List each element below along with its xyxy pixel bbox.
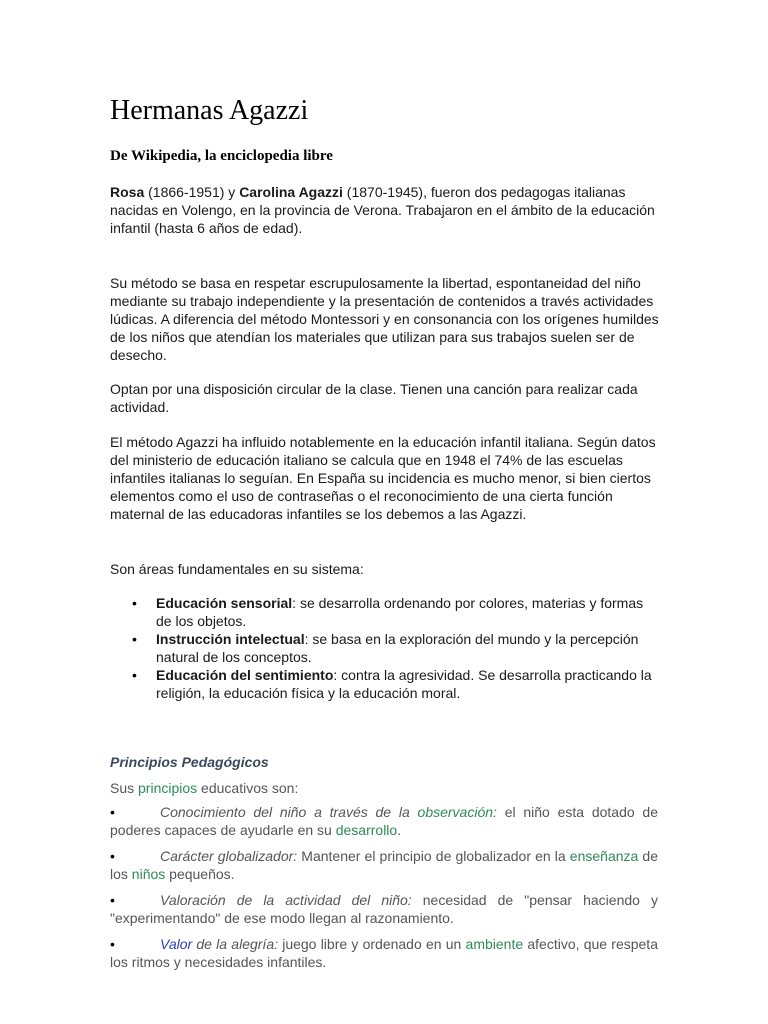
bullet: • (110, 804, 115, 820)
section-heading: Principios Pedagógicos (110, 754, 269, 770)
principles-list (110, 803, 658, 979)
area-term: Educación del sentimiento (156, 667, 334, 683)
principle-desc: afectivo, que respeta los ritmos y necesidades infantiles. (110, 936, 658, 970)
classroom-paragraph: Optan por una disposición circular de la clase. Tienen una canción para realizar cada actividad. (110, 381, 638, 415)
bullet: • (110, 936, 115, 952)
valor-link[interactable]: Valor (160, 936, 193, 952)
ensenanza-link[interactable]: enseñanza (569, 848, 639, 864)
principle-term: de la alegría: (192, 936, 278, 952)
areas-intro: Son áreas fundamentales en su sistema: (110, 561, 364, 577)
principle-desc: juego libre y ordenado en un (278, 936, 466, 952)
influence-paragraph: El método Agazzi ha influido notablemente en la educación infantil italiana. Según datos del ministerio de educación italiano se calcula que en 1948 el 74% de las escuelas infantiles italianas lo seguían. En España su incidencia es mucho menor, si bien ciertos elementos como el uso de contraseñas o el reconocimiento de una cierta función maternal de las educadoras infantiles se los debemos a las Agazzi. (110, 434, 656, 522)
intro-rest: (1870-1945), fueron dos pedagogas italianas nacidas en Volengo, en la provincia de Verona. Trabajaron en el ámbito de la educación infantil (hasta 6 años de edad). (110, 184, 655, 236)
principios-link[interactable]: principios (138, 780, 198, 796)
area-term: Educación sensorial (156, 595, 293, 611)
bullet: • (110, 892, 115, 908)
list-item (110, 630, 658, 666)
ninos-link[interactable]: niños (131, 866, 166, 882)
principle-term: Carácter globalizador: (160, 848, 298, 864)
areas-list (110, 594, 658, 702)
years-rosa: (1866-1951) y (144, 184, 240, 200)
principle-term: : (493, 804, 497, 820)
page-subtitle: De Wikipedia, la enciclopedia libre (110, 148, 333, 164)
principle-desc: Mantener el principio de globalizador en la (297, 848, 570, 864)
intro-text: educativos son: (197, 780, 299, 796)
list-item (110, 594, 658, 630)
ambiente-link[interactable]: ambiente (465, 936, 524, 952)
principle-term: Valoración de la actividad del niño: (160, 892, 412, 908)
observacion-link[interactable]: observación (417, 804, 494, 820)
principle-desc: . (397, 822, 402, 838)
area-term: Instrucción intelectual (156, 631, 305, 647)
method-paragraph: Su método se basa en respetar escrupulosamente la libertad, espontaneidad del niño mediante su trabajo independiente y la presentación de contenidos a través actividades lúdicas. A diferencia del método Montessori y en consonancia con los orígenes humildes de los niños que atendían los materiales que utilizan para sus trabajos suelen ser de desecho. (110, 275, 659, 363)
area-desc: : contra la agresividad. Se desarrolla practicando la religión, la educación física y la educación moral. (156, 667, 652, 701)
list-item (110, 803, 658, 839)
principle-desc: de los (110, 848, 658, 882)
principle-term: Conocimiento del niño a través de la (160, 804, 418, 820)
page-title: Hermanas Agazzi (110, 95, 309, 126)
list-item (110, 891, 658, 927)
list-item (110, 935, 658, 971)
intro-text: Sus (110, 780, 139, 796)
area-desc: : se basa en la exploración del mundo y la percepción natural de los conceptos. (156, 631, 639, 665)
list-item (110, 847, 658, 883)
name-rosa: Rosa (110, 184, 145, 200)
desarrollo-link[interactable]: desarrollo (335, 822, 398, 838)
principle-desc: pequeños. (165, 866, 235, 882)
principles-intro (110, 779, 298, 797)
intro-paragraph (110, 183, 662, 237)
principle-desc: el niño esta dotado de poderes capaces de ayudarle en su (110, 804, 658, 838)
name-carolina: Carolina Agazzi (239, 184, 343, 200)
bullet: • (110, 848, 115, 864)
area-desc: : se desarrolla ordenando por colores, materias y formas de los objetos. (156, 595, 644, 629)
principle-desc: necesidad de "pensar haciendo y "experimentando" de ese modo llegan al razonamiento. (110, 892, 658, 926)
list-item (110, 666, 658, 702)
